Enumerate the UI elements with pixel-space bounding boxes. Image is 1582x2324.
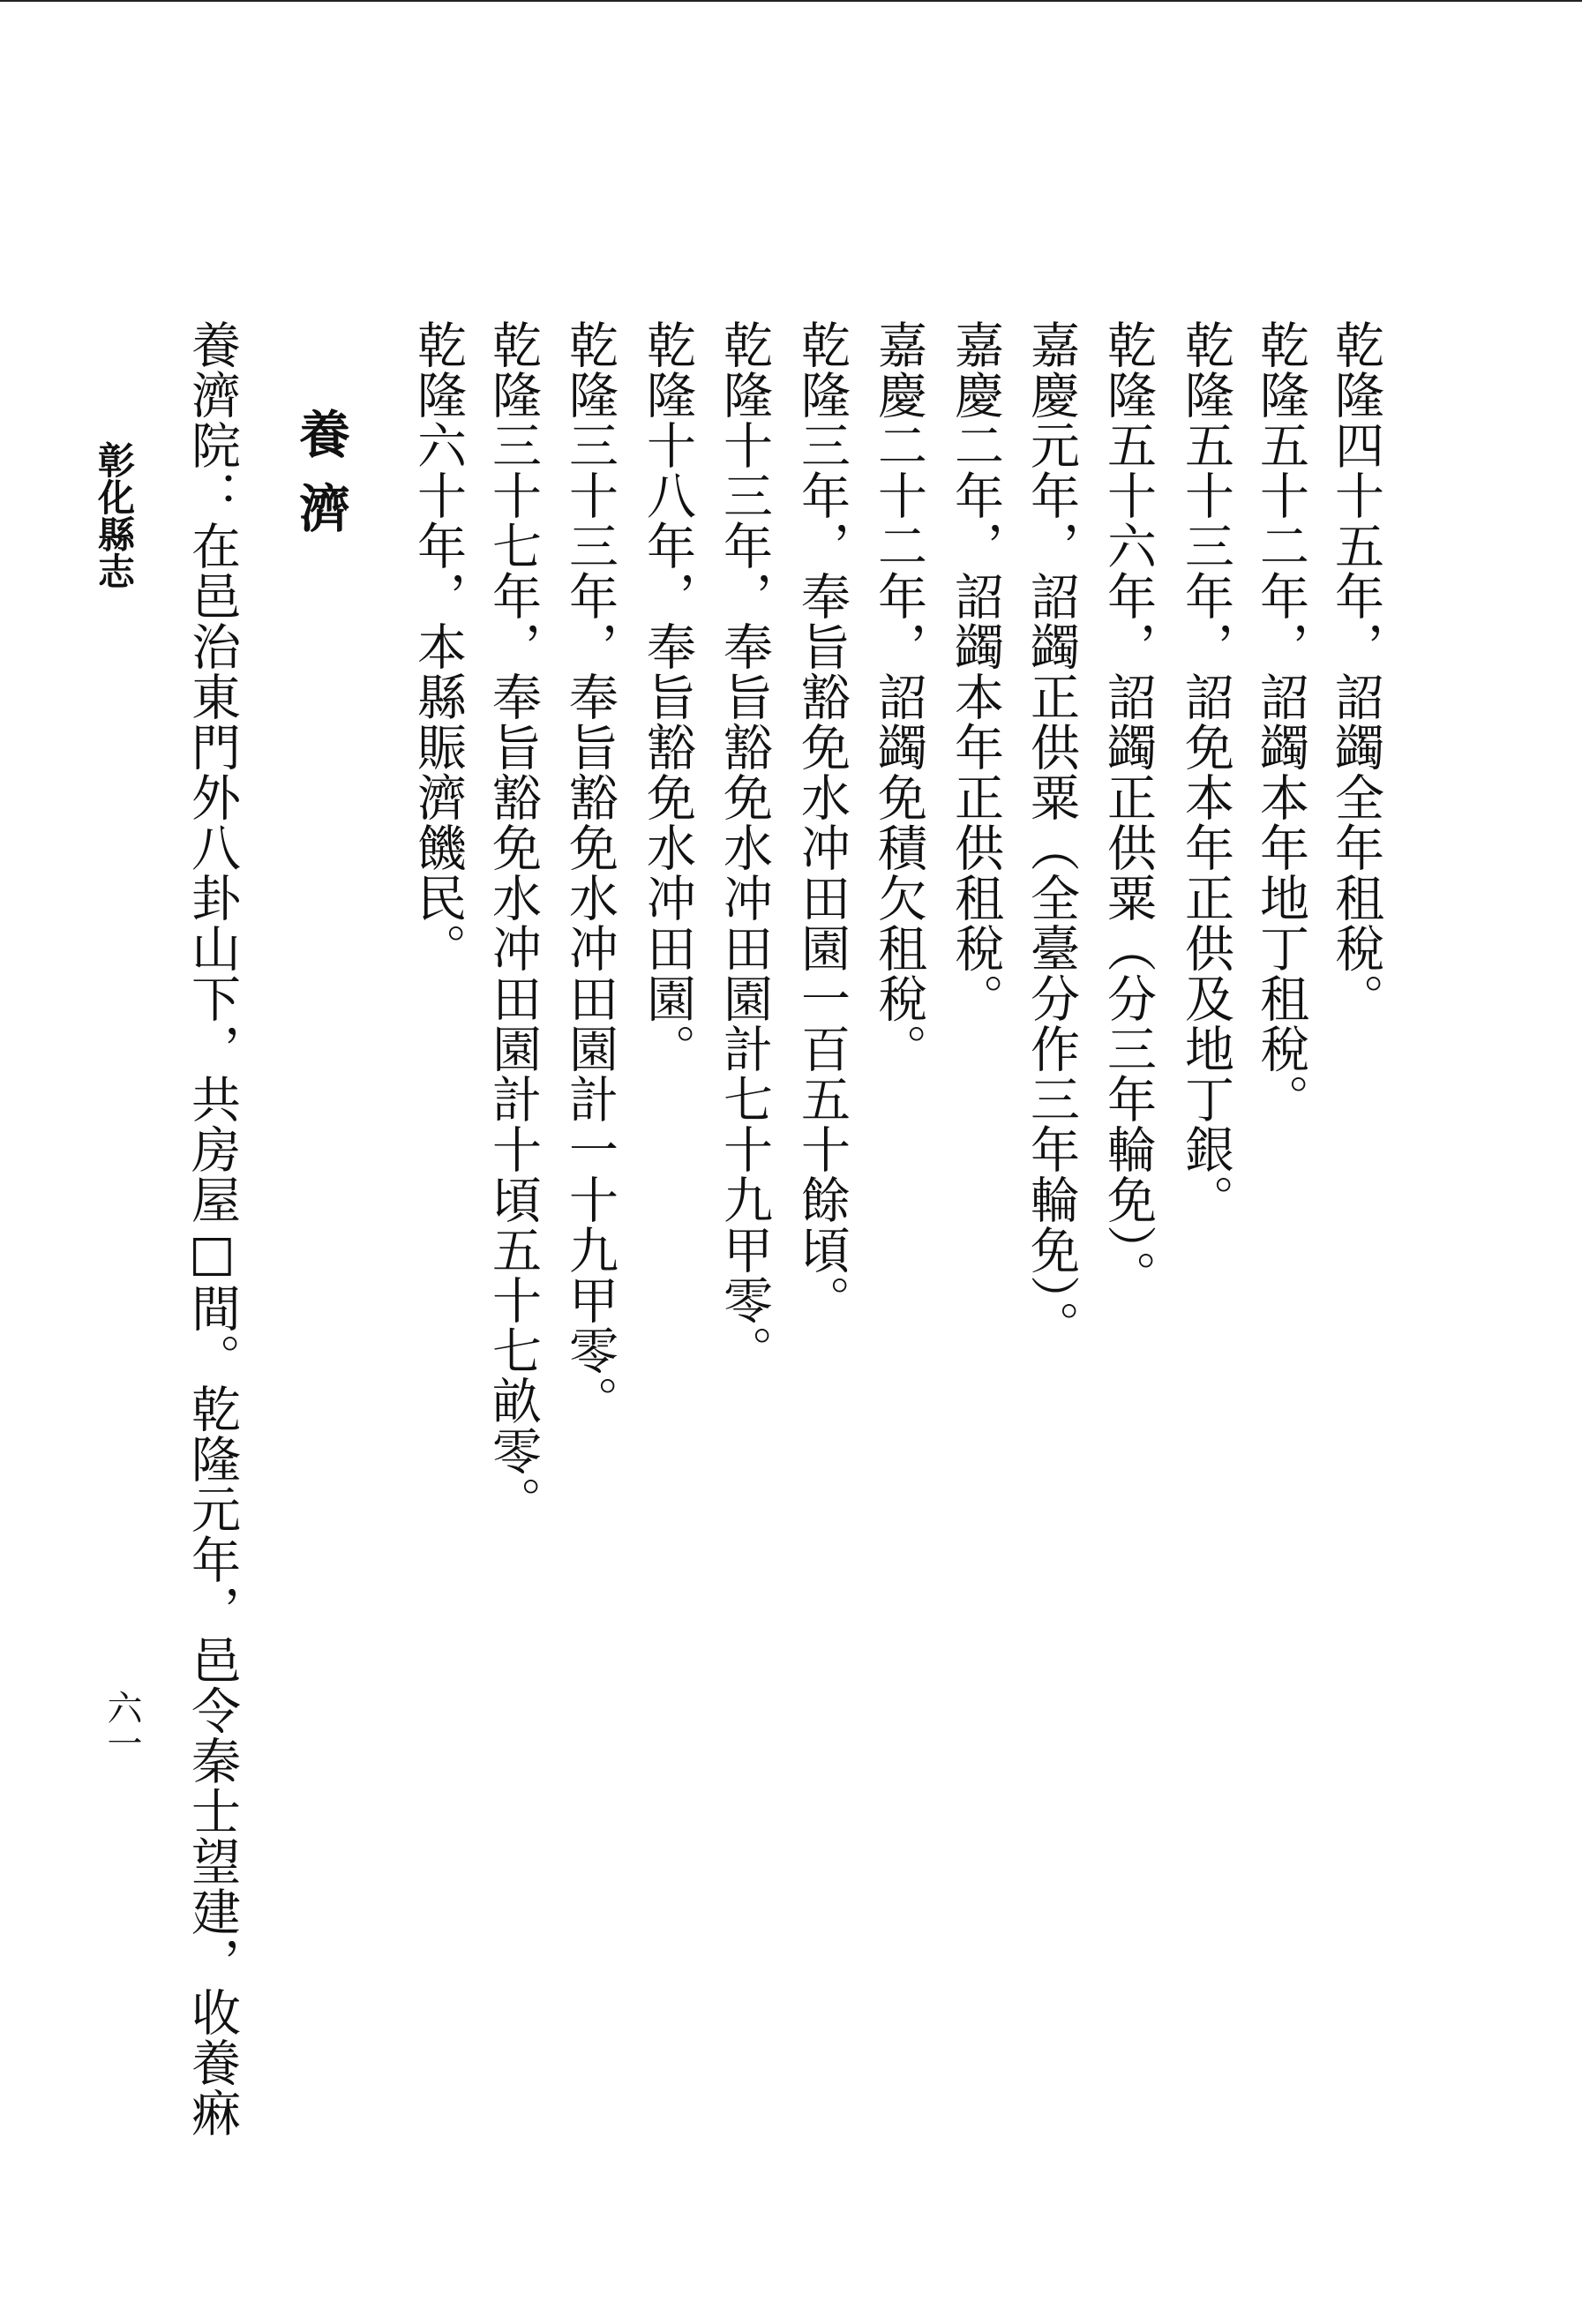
entry-9: 乾隆十三年，奉旨豁免水冲田園計七十九甲零。 <box>716 319 773 1376</box>
entry-12: 乾隆三十七年，奉旨豁免水冲田園計十頃五十七畝零。 <box>484 319 542 1526</box>
entry-3: 乾隆五十三年，詔免本年正供及地丁銀。 <box>1177 319 1234 1225</box>
entry-8: 乾隆三年，奉旨豁免水冲田園一百五十餘頃。 <box>793 319 851 1325</box>
entry-7: 嘉慶二十二年，詔蠲免積欠租稅。 <box>870 319 927 1074</box>
body-paragraph: 養濟院：在邑治東門外八卦山下，共房屋□間。乾隆元年，邑令秦士望建，收養痳 <box>184 319 241 2138</box>
entry-11: 乾隆三十三年，奉旨豁免水冲田園計一十九甲零。 <box>561 319 619 1426</box>
section-title: 養濟 <box>290 408 350 556</box>
entry-4: 乾隆五十六年，詔蠲正供粟（分三年輪免）。 <box>1099 319 1157 1301</box>
entry-10: 乾隆十八年，奉旨豁免水冲田園。 <box>639 319 696 1074</box>
entry-5: 嘉慶元年，詔蠲正供粟（全臺分作三年輪免）。 <box>1023 319 1080 1351</box>
running-title: 彰化縣志 <box>93 441 136 589</box>
entry-6: 嘉慶二年，詔蠲本年正供租稅。 <box>947 319 1004 1023</box>
page-top-rule <box>0 0 1582 2</box>
entry-2: 乾隆五十二年，詔蠲本年地丁租稅。 <box>1252 319 1309 1124</box>
entry-1: 乾隆四十五年，詔蠲全年租稅。 <box>1327 319 1384 1023</box>
page-number: 六一 <box>101 1690 142 1760</box>
entry-13: 乾隆六十年，本縣賑濟饑民。 <box>409 319 467 973</box>
